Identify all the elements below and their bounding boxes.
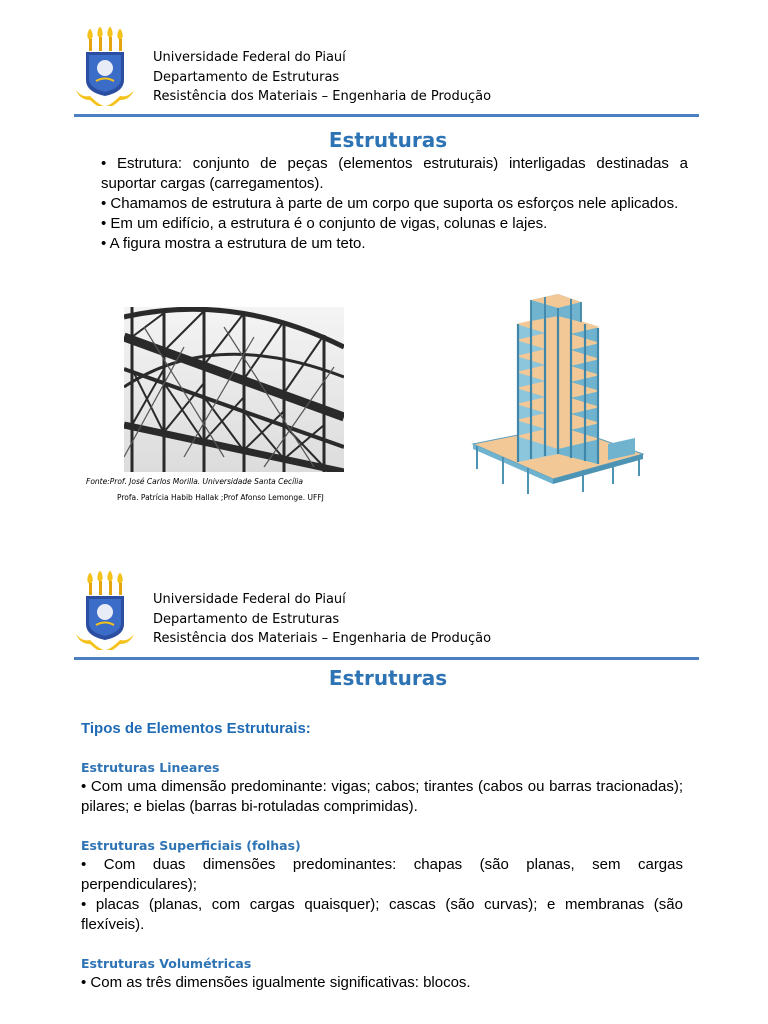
slide-title: Estruturas [328, 128, 448, 152]
volumetric-structures-heading: Estruturas Volumétricas [81, 956, 252, 971]
bullet-item: • A figura mostra a estrutura de um teto. [101, 235, 366, 252]
linear-structures-heading: Estruturas Lineares [81, 760, 220, 775]
bullet-list [101, 154, 688, 254]
university-crest-logo [74, 570, 134, 650]
linear-structures-text: • Com uma dimensão predominante: vigas; cabos; tirantes (cabos ou barras tracionadas); pilares; e bielas (barras bi-rotuladas comprimidas). [81, 778, 683, 815]
surface-structures-heading: Estruturas Superficiais (folhas) [81, 838, 301, 853]
roof-truss-image [124, 307, 344, 472]
bullet-item: • Estrutura: conjunto de peças (elementos estruturais) interligadas destinadas a suportar cargas (carregamentos). [101, 155, 688, 192]
linear-structures-block [81, 759, 683, 817]
header-university: Universidade Federal do Piauí [153, 50, 346, 65]
building-structure-image [463, 294, 648, 500]
bullet-item: • Chamamos de estrutura à parte de um corpo que suporta os esforços nele aplicados. [101, 195, 679, 212]
header-text [153, 590, 491, 649]
university-crest-logo [74, 26, 134, 106]
header-department: Departamento de Estruturas [153, 611, 340, 627]
slide-2 [0, 546, 768, 1024]
header-university: Universidade Federal do Piauí [153, 592, 346, 607]
header-course: Resistência dos Materiais – Engenharia de Produção [153, 631, 492, 646]
volumetric-structures-text: • Com as três dimensões igualmente significativas: blocos. [81, 974, 471, 991]
header-text [153, 48, 491, 107]
slide-title: Estruturas [328, 666, 448, 690]
surface-structures-block [81, 837, 683, 935]
header-department: Departamento de Estruturas [153, 69, 340, 85]
section-heading: Tipos de Elementos Estruturais: [81, 720, 311, 737]
header-divider [74, 114, 699, 117]
image-source-caption: Fonte:Prof. José Carlos Morilla. Universidade Santa Cecília [86, 477, 303, 486]
surface-structures-text-1: • Com duas dimensões predominantes: chapas (são planas, sem cargas perpendiculares); [81, 856, 683, 893]
image-credit-caption: Profa. Patrícia Habib Hallak ;Prof Afonso Lemonge. UFFJ [117, 493, 324, 502]
bullet-item: • Em um edifício, a estrutura é o conjunto de vigas, colunas e lajes. [101, 215, 548, 232]
surface-structures-text-2: • placas (planas, com cargas quaisquer); cascas (são curvas); e membranas (são flexíveis). [81, 896, 683, 933]
header-divider [74, 657, 699, 660]
volumetric-structures-block [81, 955, 683, 993]
header-course: Resistência dos Materiais – Engenharia de Produção [153, 89, 492, 104]
